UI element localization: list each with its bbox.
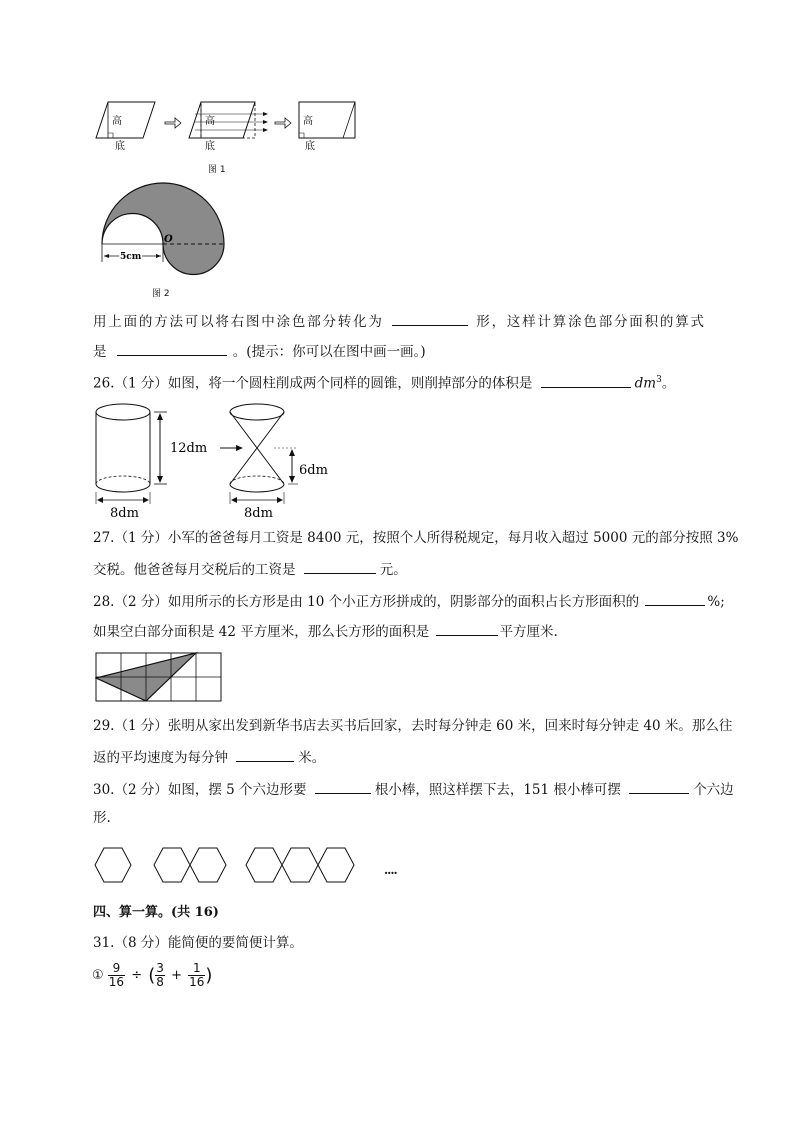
q25-text-a: 用上面的方法可以将右图中涂色部分转化为 [93, 314, 384, 330]
q29-line-1: 29.（1 分）张明从家出发到新华书店去买书后回家，去时每分钟走 60 米，回来时每分钟走 40 米。那么往 [93, 718, 733, 734]
q28-line-2 [93, 621, 558, 641]
q26-label-diameter-1: 8dm [110, 506, 139, 521]
q26-unit: dm [634, 375, 657, 392]
q28-blank-percent[interactable] [645, 591, 705, 606]
q30-blank-sticks[interactable] [315, 779, 371, 794]
q30-line-2: 形. [93, 810, 111, 826]
q31-text: 31.（8 分）能简便的要简便计算。 [93, 935, 303, 951]
fig1-label-base-2: 底 [205, 141, 215, 152]
q29-line-2 [93, 747, 325, 767]
fig1-label-height-2: 高 [205, 116, 215, 127]
q25-blank-shape[interactable] [392, 311, 468, 326]
figure-1-caption: 图 1 [208, 165, 226, 175]
fig2-label-width: 5cm [120, 252, 142, 262]
q26-end: 。 [661, 375, 676, 392]
fig1-label-height-3: 高 [303, 116, 313, 127]
fig1-label-height-1: 高 [112, 116, 122, 127]
q26-label-height: 12dm [170, 441, 208, 456]
q30-ellipsis: .... [384, 863, 397, 877]
q25-text-c: 是 [93, 344, 107, 360]
q31-fraction-9-16: $\frac{9}{16}$ [108, 961, 125, 989]
fig1-label-base-1: 底 [115, 141, 125, 152]
q25-blank-formula[interactable] [117, 341, 227, 356]
q31-paren-open: ( [148, 965, 156, 986]
fig1-label-base-3: 底 [305, 141, 315, 152]
fig2-label-o: O [164, 234, 173, 245]
q25-line-1 [93, 311, 706, 331]
q27-line-2 [93, 559, 407, 579]
q25-text-b: 形，这样计算涂色部分面积的算式 [476, 314, 706, 330]
q26-label-cone-height: 6dm [299, 463, 328, 478]
q28-line-1 [93, 591, 725, 611]
q26-unit-exponent: 3 [656, 375, 662, 385]
q28-blank-area[interactable] [436, 621, 498, 636]
q31-fraction-1-16: $\frac{1}{16}$ [189, 961, 205, 989]
section-4-title: 四、算一算。(共 16) [93, 905, 219, 920]
q30-line-1 [93, 779, 734, 799]
q25-line-2 [93, 341, 426, 361]
q29-text-b: 米。 [298, 750, 326, 766]
q26-text: 26.（1 分）如图，将一个圆柱削成两个同样的圆锥，则削掉部分的体积是 [93, 375, 533, 392]
q26-line-1 [93, 371, 675, 393]
q30-text-b: 根小棒，照这样摆下去，151 根小棒可摆 [374, 782, 621, 798]
q29-text-a: 返的平均速度为每分钟 [93, 750, 228, 766]
q31-expression-1 [92, 962, 212, 989]
q28-grid-rectangle-diagram [95, 652, 223, 702]
q29-blank-speed[interactable] [236, 747, 294, 762]
q30-text-c: 个六边 [693, 782, 734, 798]
q31-fraction-3-8: $\frac{3}{8}$ [156, 961, 164, 989]
q31-plus-sign: + [171, 968, 182, 983]
q26-blank-volume[interactable] [541, 373, 631, 388]
q31-item-marker: ① [92, 968, 104, 983]
q30-text-a: 30.（2 分）如图，摆 5 个六边形要 [93, 782, 307, 798]
q27-line-1: 27.（1 分）小军的爸爸每月工资是 8400 元，按照个人所得税规定，每月收入超过 5000 元的部分按照 3% [93, 530, 739, 546]
q27-text-b: 元。 [379, 562, 407, 578]
q28-text-d: 平方厘米. [499, 624, 558, 640]
q28-text-c: 如果空白部分面积是 42 平方厘米，那么长方形的面积是 [93, 624, 430, 640]
q26-cylinder-cone-diagram [92, 400, 342, 522]
q31-divide-sign: ÷ [131, 968, 143, 983]
q28-text-b: %; [707, 594, 725, 610]
figure-2-shaded-shape-diagram [96, 180, 228, 280]
q27-text-a: 交税。他爸爸每月交税后的工资是 [93, 562, 296, 578]
q31-paren-close: ) [205, 965, 213, 986]
q25-text-d: 。(提示：你可以在图中画一画。) [232, 344, 426, 360]
q30-hexagon-pattern-diagram [94, 846, 406, 886]
figure-1-parallelogram-diagram [95, 100, 365, 162]
figure-2-caption: 图 2 [152, 289, 170, 299]
q27-blank-salary[interactable] [304, 559, 376, 574]
q26-label-diameter-2: 8dm [244, 506, 273, 521]
q30-blank-hexagons[interactable] [629, 779, 689, 794]
q28-text-a: 28.（2 分）如用所示的长方形是由 10 个小正方形拼成的，阴影部分的面积占长方形面积的 [93, 594, 640, 610]
